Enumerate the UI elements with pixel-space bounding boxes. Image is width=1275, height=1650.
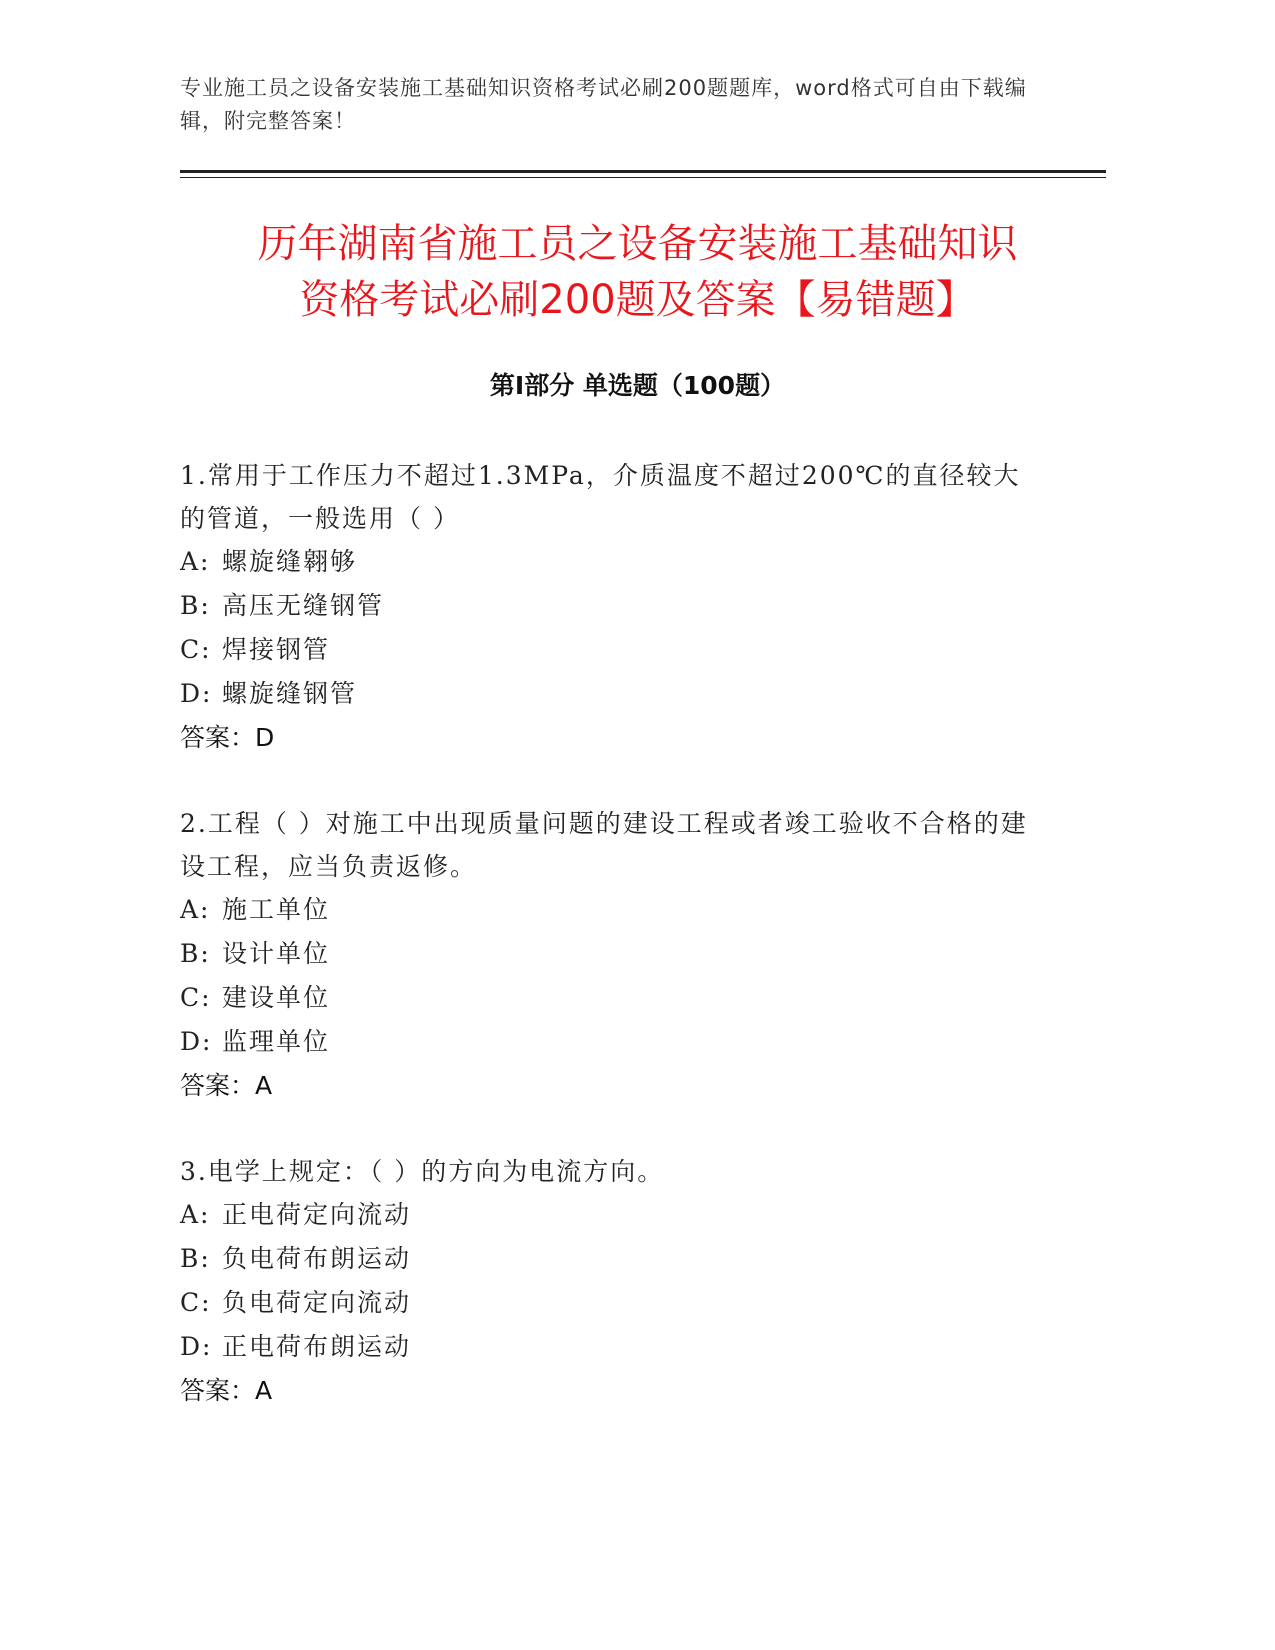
- question-stem: 3.电学上规定：（ ）的方向为电流方向。: [180, 1157, 665, 1186]
- option-text: 正电荷布朗运动: [222, 1332, 412, 1361]
- option-text: 螺旋缝钢管: [222, 679, 358, 708]
- question-stem: 1.常用于工作压力不超过1.3MPa，介质温度不超过200℃的直径较大的管道，一般选用（ ）: [180, 461, 1021, 533]
- option-letter: D:: [180, 1027, 213, 1056]
- option-text: 螺旋缝翱够: [222, 547, 358, 576]
- option-text: 正电荷定向流动: [222, 1200, 412, 1229]
- option-letter: D:: [180, 1332, 213, 1361]
- option-b: [180, 932, 1040, 976]
- option-letter: B:: [180, 591, 211, 620]
- option-d: [180, 1020, 1040, 1064]
- option-text: 施工单位: [222, 895, 331, 924]
- option-b: [180, 1237, 1040, 1281]
- option-text: 高压无缝钢管: [222, 591, 385, 620]
- answer: 答案：D: [180, 723, 275, 752]
- option-letter: C:: [180, 983, 212, 1012]
- option-letter: B:: [180, 939, 211, 968]
- option-c: [180, 1281, 1040, 1325]
- option-letter: A:: [180, 895, 211, 924]
- option-letter: C:: [180, 1288, 212, 1317]
- option-b: [180, 584, 1040, 628]
- option-c: [180, 976, 1040, 1020]
- option-c: [180, 628, 1040, 672]
- option-text: 建设单位: [222, 983, 331, 1012]
- option-letter: B:: [180, 1244, 211, 1273]
- option-letter: A:: [180, 1200, 211, 1229]
- question-2: [180, 802, 1040, 1108]
- option-text: 焊接钢管: [222, 635, 331, 664]
- option-letter: D:: [180, 679, 213, 708]
- section-heading: 第I部分 单选题（100题）: [489, 371, 786, 400]
- header-note: 专业施工员之设备安装施工基础知识资格考试必刷200题题库，word格式可自由下载编辑，附完整答案！: [180, 76, 1027, 133]
- option-letter: C:: [180, 635, 212, 664]
- option-a: [180, 1193, 1040, 1237]
- header-divider-thick: [180, 170, 1106, 173]
- question-stem: 2.工程（ ）对施工中出现质量问题的建设工程或者竣工验收不合格的建设工程，应当负责返修。: [180, 809, 1028, 881]
- option-text: 负电荷定向流动: [222, 1288, 412, 1317]
- header-divider-thin: [180, 177, 1106, 178]
- document-title-line2: 资格考试必刷200题及答案【易错题】: [299, 277, 976, 323]
- question-1: [180, 454, 1040, 760]
- document-title-line1: 历年湖南省施工员之设备安装施工基础知识: [257, 221, 1018, 267]
- option-text: 监理单位: [222, 1027, 331, 1056]
- option-letter: A:: [180, 547, 211, 576]
- option-d: [180, 1325, 1040, 1369]
- option-a: [180, 888, 1040, 932]
- question-3: [180, 1150, 1040, 1413]
- document-title: [150, 216, 1125, 328]
- answer: 答案：A: [180, 1376, 273, 1405]
- option-text: 设计单位: [222, 939, 331, 968]
- option-text: 负电荷布朗运动: [222, 1244, 412, 1273]
- option-d: [180, 672, 1040, 716]
- answer: 答案：A: [180, 1071, 273, 1100]
- option-a: [180, 540, 1040, 584]
